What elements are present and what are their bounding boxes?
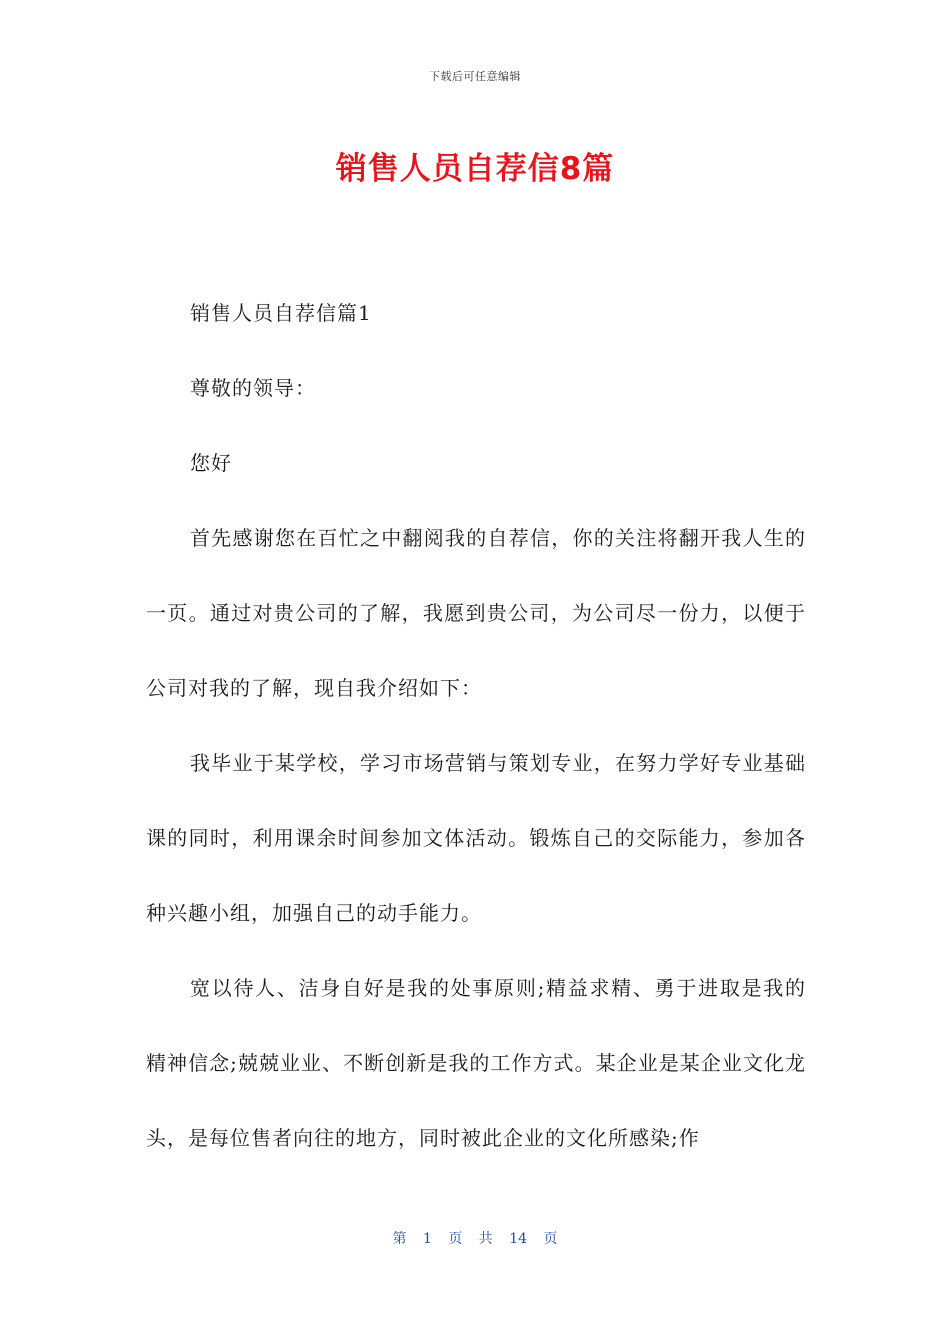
body-paragraph: 我毕业于某学校，学习市场营销与策划专业，在努力学好专业基础课的同时，利用课余时间参加文体活动。锻炼自己的交际能力，参加各种兴趣小组，加强自己的动手能力。 (146, 751, 806, 925)
current-page-number: 1 (422, 1231, 432, 1247)
page-footer (0, 1228, 950, 1248)
page-label-middle: 页 共 (448, 1231, 493, 1247)
section-heading: 销售人员自荐信篇1 (190, 301, 372, 325)
greeting: 您好 (190, 451, 232, 475)
document-title: 销售人员自荐信8篇 (335, 151, 615, 187)
body-paragraph: 宽以待人、洁身自好是我的处事原则;精益求精、勇于进取是我的精神信念;兢兢业业、不断创新是我的工作方式。某企业是某企业文化龙头，是每位售者向往的地方，同时被此企业的文化所感染;作 (146, 976, 806, 1150)
total-pages-number: 14 (509, 1231, 528, 1247)
document-body (146, 276, 806, 1176)
page-label-suffix: 页 (543, 1231, 558, 1247)
page-label-prefix: 第 (392, 1231, 407, 1247)
header-note: 下载后可任意编辑 (429, 70, 521, 83)
salutation: 尊敬的领导： (190, 376, 316, 400)
body-paragraph: 首先感谢您在百忙之中翻阅我的自荐信，你的关注将翻开我人生的一页。通过对贵公司的了解，我愿到贵公司，为公司尽一份力，以便于公司对我的了解，现自我介绍如下： (146, 526, 806, 700)
